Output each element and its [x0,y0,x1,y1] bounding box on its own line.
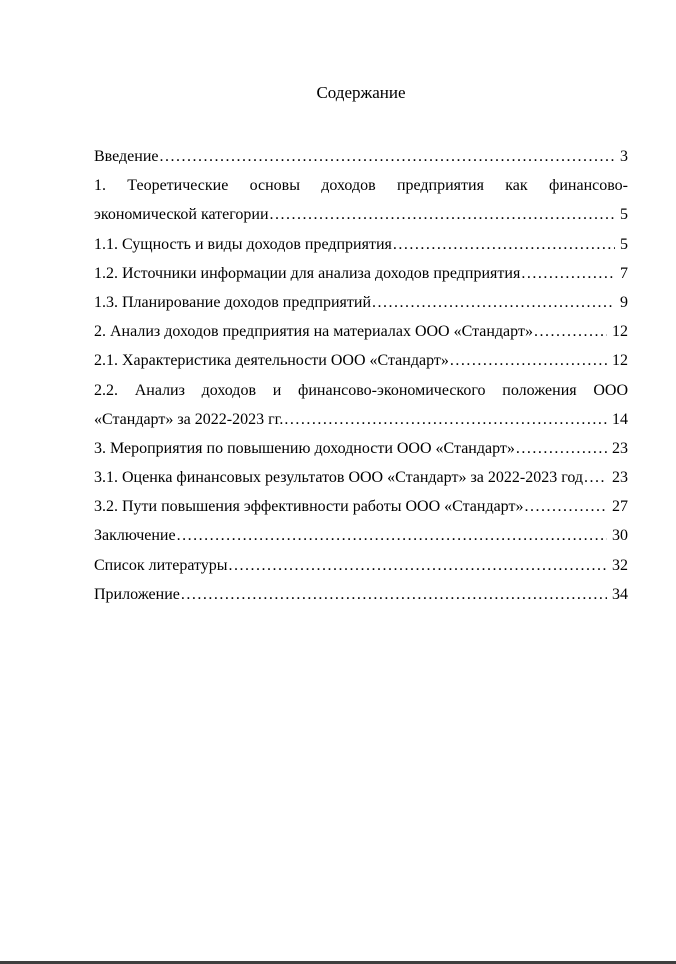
toc-entry-label: Введение [94,148,159,165]
dot-leader [180,580,607,609]
dot-leader [392,230,615,259]
toc-entry-label: 2.1. Характеристика деятельности ООО «Стандарт» [94,352,449,370]
toc-entry[interactable] [94,405,628,434]
toc-entry-page-number: 9 [620,293,628,311]
toc-entry-page-number: 27 [612,498,628,516]
toc-entry-page-number: 12 [612,352,628,370]
dot-leader [583,463,607,492]
toc-entry-page-number: 30 [612,527,628,545]
toc-list [94,142,628,609]
dot-leader [371,288,615,317]
toc-entry[interactable] [94,171,628,200]
toc-entry[interactable] [94,317,628,346]
page-title: Содержание [316,83,406,102]
toc-entry[interactable] [94,463,628,492]
dot-leader [533,317,607,346]
toc-entry-label: 1.2. Источники информации для анализа доходов предприятия [94,264,521,282]
toc-entry[interactable] [94,200,628,229]
toc-entry-label: 1.3. Планирование доходов предприятий [94,293,371,311]
dot-leader [176,521,607,550]
toc-entry-page-number: 3 [620,148,628,165]
toc-entry[interactable] [94,288,628,317]
toc-entry-page-number: 5 [620,206,628,224]
dot-leader [228,551,607,580]
dot-leader [520,259,615,288]
toc-entry-label: «Стандарт» за 2022-2023 гг. [94,410,284,428]
toc-entry-label: 2. Анализ доходов предприятия на материалах ООО «Стандарт» [94,323,533,341]
dot-leader [269,200,615,229]
toc-entry-page-number: 14 [612,410,628,428]
toc-entry-page-number: 12 [612,323,628,341]
dot-leader [283,405,607,434]
dot-leader [515,434,607,463]
toc-entry-label: Список литературы [94,556,228,574]
toc-entry[interactable] [94,230,628,259]
toc-entry-label: Приложение [94,585,180,603]
toc-entry[interactable] [94,259,628,288]
toc-entry-page-number: 7 [620,264,628,282]
toc-entry[interactable] [94,142,628,171]
toc-entry-page-number: 23 [612,469,628,487]
toc-entry-page-number: 23 [612,439,628,457]
toc-entry-label: 3.1. Оценка финансовых результатов ООО «Стандарт» за 2022-2023 год [94,469,584,487]
dot-leader [159,142,616,171]
toc-entry[interactable] [94,521,628,550]
toc-entry[interactable] [94,492,628,521]
toc-entry-page-number: 34 [612,585,628,603]
dot-leader [523,492,607,521]
toc-entry-label: Заключение [94,527,176,545]
toc-entry-label: 1.1. Сущность и виды доходов предприятия [94,235,392,253]
toc-entry-label: экономической категории [94,206,269,224]
toc-entry-label: 1. Теоретические основы доходов предприятия как финансово- [94,177,628,195]
toc-entry[interactable] [94,580,628,609]
toc-entry-page-number: 5 [620,235,628,253]
toc-entry-label: 2.2. Анализ доходов и финансово-экономического положения ООО [94,381,628,399]
toc-entry[interactable] [94,376,628,405]
toc-entry-label: 3. Мероприятия по повышению доходности ООО «Стандарт» [94,439,515,457]
toc-entry-label: 3.2. Пути повышения эффективности работы ООО «Стандарт» [94,498,524,516]
dot-leader [449,346,607,375]
toc-entry-page-number: 32 [612,556,628,574]
toc-entry[interactable] [94,346,628,375]
toc-entry[interactable] [94,434,628,463]
toc-entry[interactable] [94,551,628,580]
